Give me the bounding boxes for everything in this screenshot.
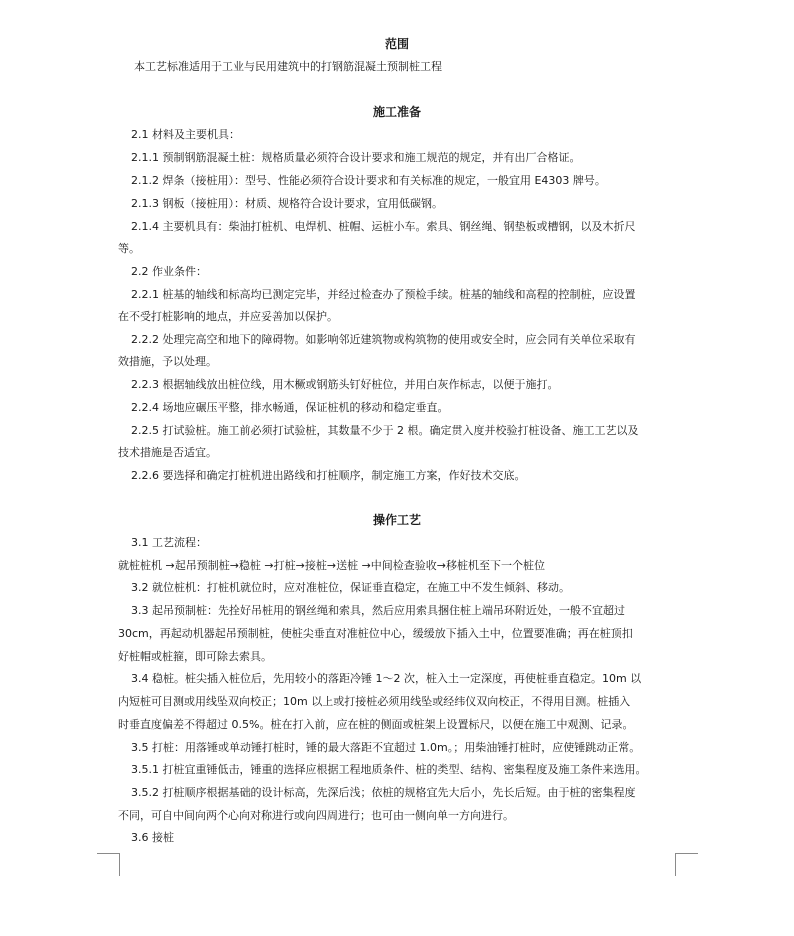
- page-corner-mark-right: [675, 853, 698, 876]
- paragraph-line: 2.2.6 要选择和确定打桩机进出路线和打桩顺序，制定施工方案，作好技术交底。: [131, 469, 526, 482]
- paragraph-line: 3.5.1 打桩宜重锤低击，锤重的选择应根据工程地质条件、桩的类型、结构、密集程度及施工条件来选用。: [131, 763, 647, 776]
- paragraph-line: 不同，可自中间向两个心向对称进行或向四周进行；也可由一侧向单一方向进行。: [118, 809, 514, 822]
- paragraph-line: 2.2.4 场地应碾压平整，排水畅通，保证桩机的移动和稳定垂直。: [131, 401, 449, 414]
- paragraph-line: 效措施，予以处理。: [118, 355, 217, 368]
- paragraph-line: 2.2.1 桩基的轴线和标高均已测定完毕，并经过检查办了预检手续。桩基的轴线和高程的控制桩，应设置: [131, 288, 636, 301]
- paragraph-line: 3.5 打桩：用落锤或单动锤打桩时，锤的最大落距不宜超过 1.0m。；用柴油锤打桩时，应使锤跳动正常。: [131, 741, 641, 754]
- paragraph-line: 好桩帽或桩箍，即可除去索具。: [118, 650, 272, 663]
- paragraph-line: 等。: [118, 242, 140, 255]
- paragraph-line: 3.5.2 打桩顺序根据基础的设计标高，先深后浅；依桩的规格宜先大后小，先长后短。由于桩的密集程度: [131, 786, 636, 799]
- paragraph-line: 2.1.1 预制钢筋混凝土桩：规格质量必须符合设计要求和施工规范的规定，并有出厂合格证。: [131, 151, 581, 164]
- paragraph-line: 2.1.3 钢板（接桩用）：材质、规格符合设计要求，宜用低碳钢。: [131, 197, 443, 210]
- section-title-operation: 操作工艺: [372, 513, 421, 527]
- paragraph-line: 就桩桩机 →起吊预制桩→稳桩 →打桩→接桩→送桩 →中间检查验收→移桩机至下一个桩位: [118, 559, 546, 572]
- paragraph-line: 2.2.3 根据轴线放出桩位线，用木橛或钢筋头钉好桩位，并用白灰作标志，以便于施打。: [131, 378, 559, 391]
- paragraph-line: 30cm，再起动机器起吊预制桩，使桩尖垂直对准桩位中心，缓缓放下插入土中，位置要准确；再在桩顶扣: [118, 627, 633, 640]
- section-title-scope: 范围: [384, 37, 409, 51]
- paragraph-line: 2.1.2 焊条（接桩用）：型号、性能必须符合设计要求和有关标准的规定，一般宜用 E4303 牌号。: [131, 174, 606, 187]
- paragraph-line: 2.1.4 主要机具有：柴油打桩机、电焊机、桩帽、运桩小车。索具、钢丝绳、钢垫板或槽钢，以及木折尺: [131, 220, 636, 233]
- page-corner-mark-left: [97, 853, 120, 876]
- paragraph-line: 2.2.2 处理完高空和地下的障碍物。如影响邻近建筑物或构筑物的使用或安全时，应会同有关单位采取有: [131, 333, 636, 346]
- paragraph-line: 在不受打桩影响的地点，并应妥善加以保护。: [118, 310, 338, 323]
- paragraph-line: 3.6 接桩: [131, 831, 174, 844]
- paragraph-line: 2.1 材料及主要机具：: [131, 128, 240, 141]
- section-title-preparation: 施工准备: [372, 105, 421, 119]
- paragraph-line: 3.3 起吊预制桩：先拴好吊桩用的钢丝绳和索具，然后应用索具捆住桩上端吊环附近处，一般不宜超过: [131, 604, 625, 617]
- paragraph-line: 2.2 作业条件：: [131, 265, 207, 278]
- paragraph-line: 内短桩可目测或用线坠双向校正；10m 以上或打接桩必须用线坠或经纬仪双向校正，不得用目测。桩插入: [118, 695, 631, 708]
- paragraph-line: 时垂直度偏差不得超过 0.5%。桩在打入前，应在桩的侧面或桩架上设置标尺，以便在施工中观测、记录。: [118, 718, 634, 731]
- paragraph-line: 3.4 稳桩。桩尖插入桩位后，先用较小的落距冷锤 1～2 次，桩入土一定深度，再使桩垂直稳定。10m 以: [131, 672, 642, 685]
- paragraph-line: 技术措施是否适宜。: [118, 446, 217, 459]
- paragraph-line: 3.2 就位桩机：打桩机就位时，应对准桩位，保证垂直稳定，在施工中不发生倾斜、移动。: [131, 581, 570, 594]
- paragraph-line: 2.2.5 打试验桩。施工前必须打试验桩，其数量不少于 2 根。确定贯入度并校验打桩设备、施工工艺以及: [131, 424, 639, 437]
- paragraph-line: 3.1 工艺流程：: [131, 536, 207, 549]
- paragraph-line: 本工艺标准适用于工业与民用建筑中的打钢筋混凝土预制桩工程: [134, 60, 442, 73]
